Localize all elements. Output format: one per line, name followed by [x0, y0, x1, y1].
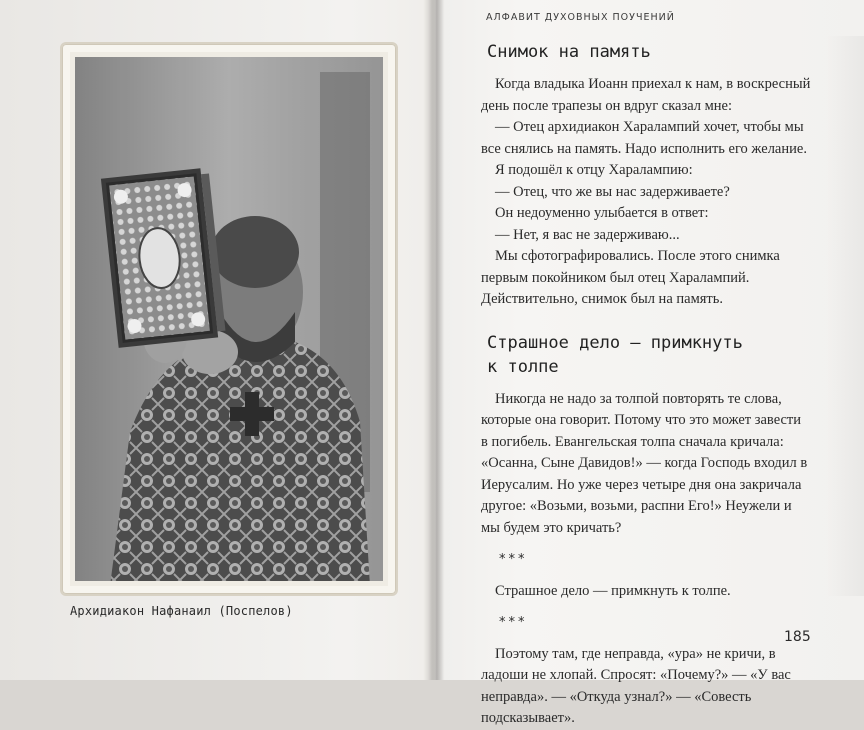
section-title-line: Страшное дело – примкнуть — [487, 332, 743, 353]
paragraph: Он недоуменно улыбается в ответ: — [495, 205, 709, 221]
paragraph: — Отец, что же вы нас задерживаете? — [495, 183, 730, 200]
section-divider-stars: *** — [499, 615, 528, 630]
section-title-line: к толпе — [487, 356, 559, 377]
section-title-snapshot: Снимок на память — [487, 42, 651, 62]
section-title-crowd — [487, 331, 811, 379]
photo-caption: Архидиакон Нафанаил (Поспелов) — [70, 604, 293, 618]
paragraph: Поэтому там, где неправда, «ура» не кричи, в ладоши не хлопай. Спросят: «Почему?» — «У вас неправда». — «Откуда узнал?» — «Совесть подсказывает». — [481, 645, 791, 726]
running-head: АЛФАВИТ ДУХОВНЫХ ПОУЧЕНИЙ — [486, 12, 675, 23]
paragraph: Я подошёл к отцу Харалампию: — [495, 162, 693, 178]
page-edge-shadow — [826, 36, 864, 596]
paragraph: Когда владыка Иоанн приехал к нам, в воскресный день после трапезы он вдруг сказал мне: — [481, 76, 811, 114]
paragraph: Никогда не надо за толпой повторять те слова, которые она говорит. Потому что это может завести в погибель. Евангельская толпа сначала кричала: «Осанна, Сыне Давидов!» — когда Господь входил в Иерусалим. Но уже через четыре дня она закричала другое: «Возьми, возьми, распни Его!» Неужели и мы будем это кричать? — [481, 390, 808, 536]
page-number: 185 — [784, 629, 811, 645]
page-content — [481, 40, 811, 730]
paragraph: — Нет, я вас не задерживаю... — [495, 226, 680, 243]
photo-archdeacon-icon — [70, 52, 388, 586]
paragraph: Страшное дело — примкнуть к толпе. — [495, 582, 731, 599]
photo-frame — [60, 42, 398, 596]
paragraph: Мы сфотографировались. После этого снимка первым покойником был отец Харалампий. Действительно, снимок был на память. — [481, 248, 780, 307]
section-divider-stars: *** — [499, 552, 528, 567]
paragraph: — Отец архидиакон Харалампий хочет, чтобы мы все снялись на память. Надо исполнить его желание. — [481, 119, 807, 157]
book-gutter — [428, 0, 444, 680]
